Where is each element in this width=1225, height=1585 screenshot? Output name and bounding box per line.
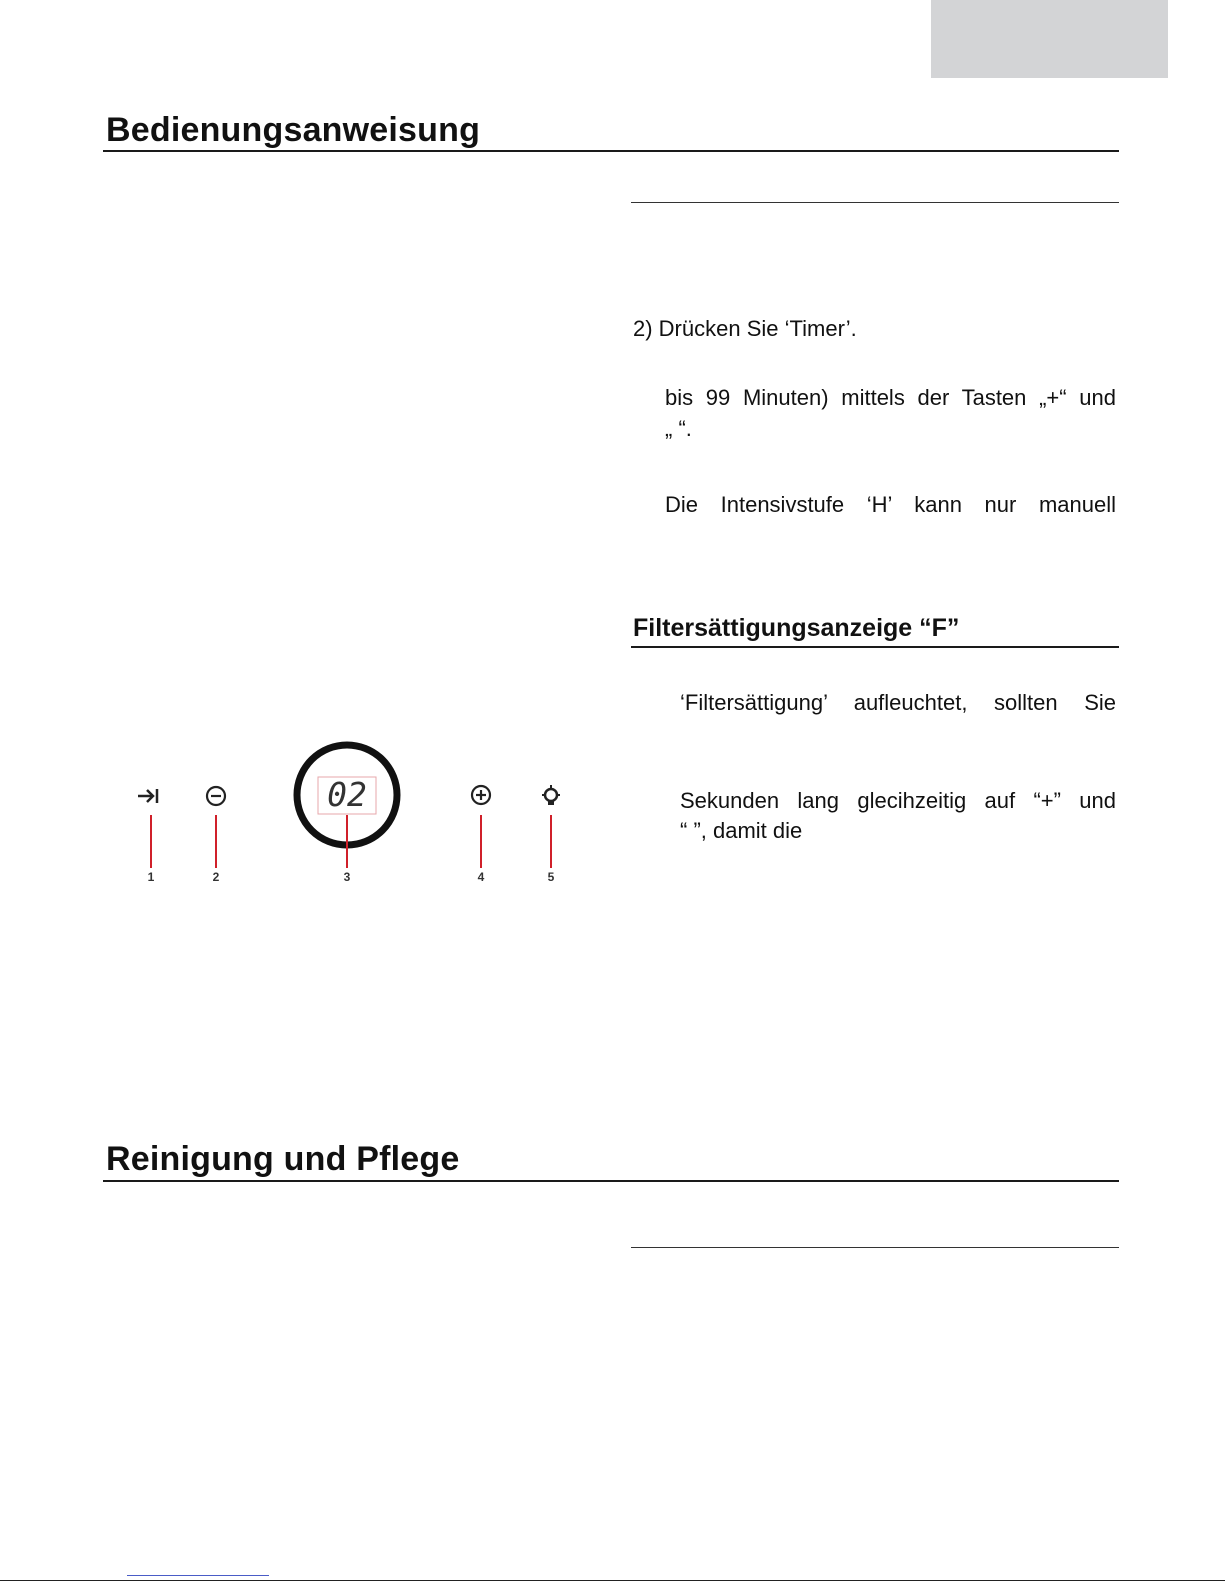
callout-label-5: 5 bbox=[547, 870, 555, 884]
callout-label-1: 1 bbox=[147, 870, 155, 884]
display-value: 02 bbox=[327, 775, 367, 814]
filter-text-line2: Sekunden lang glecihzeitig auf “+” und bbox=[680, 788, 1116, 813]
section-title-cleaning: Reinigung und Pflege bbox=[106, 1140, 460, 1178]
timer-arrow-icon bbox=[138, 789, 157, 803]
subsection-rule-bottom bbox=[631, 1247, 1119, 1248]
footer-rule bbox=[0, 1580, 1225, 1581]
callout-label-3: 3 bbox=[343, 870, 351, 884]
header-tab-box bbox=[931, 0, 1168, 78]
filter-text-line3: “ ”, damit die bbox=[680, 818, 803, 843]
section-rule-cleaning bbox=[103, 1180, 1119, 1182]
filter-section-title: Filtersättigungsanzeige “F” bbox=[633, 614, 960, 642]
section-rule-operation bbox=[103, 150, 1119, 152]
timer-range-line2: „ “. bbox=[665, 416, 692, 441]
section-title-operation: Bedienungsanweisung bbox=[106, 111, 481, 149]
timer-range-line1: bis 99 Minuten) mittels der Tasten „+“ und bbox=[665, 385, 1116, 410]
filter-section-rule bbox=[631, 646, 1119, 648]
intensive-note-text: Die Intensivstufe ‘H’ kann nur manuell bbox=[665, 492, 1116, 517]
subsection-rule-top bbox=[631, 202, 1119, 203]
minus-circle-icon bbox=[207, 787, 225, 805]
plus-circle-icon bbox=[472, 786, 490, 804]
footer-link-underline bbox=[127, 1575, 269, 1576]
control-panel-diagram bbox=[120, 740, 580, 900]
callout-label-4: 4 bbox=[477, 870, 485, 884]
filter-text-line1: ‘Filtersättigung’ aufleuchtet, sollten Sie bbox=[680, 690, 1116, 715]
callout-label-2: 2 bbox=[212, 870, 220, 884]
light-bulb-icon bbox=[542, 785, 560, 805]
timer-step-text: 2) Drücken Sie ‘Timer’. bbox=[633, 316, 857, 341]
